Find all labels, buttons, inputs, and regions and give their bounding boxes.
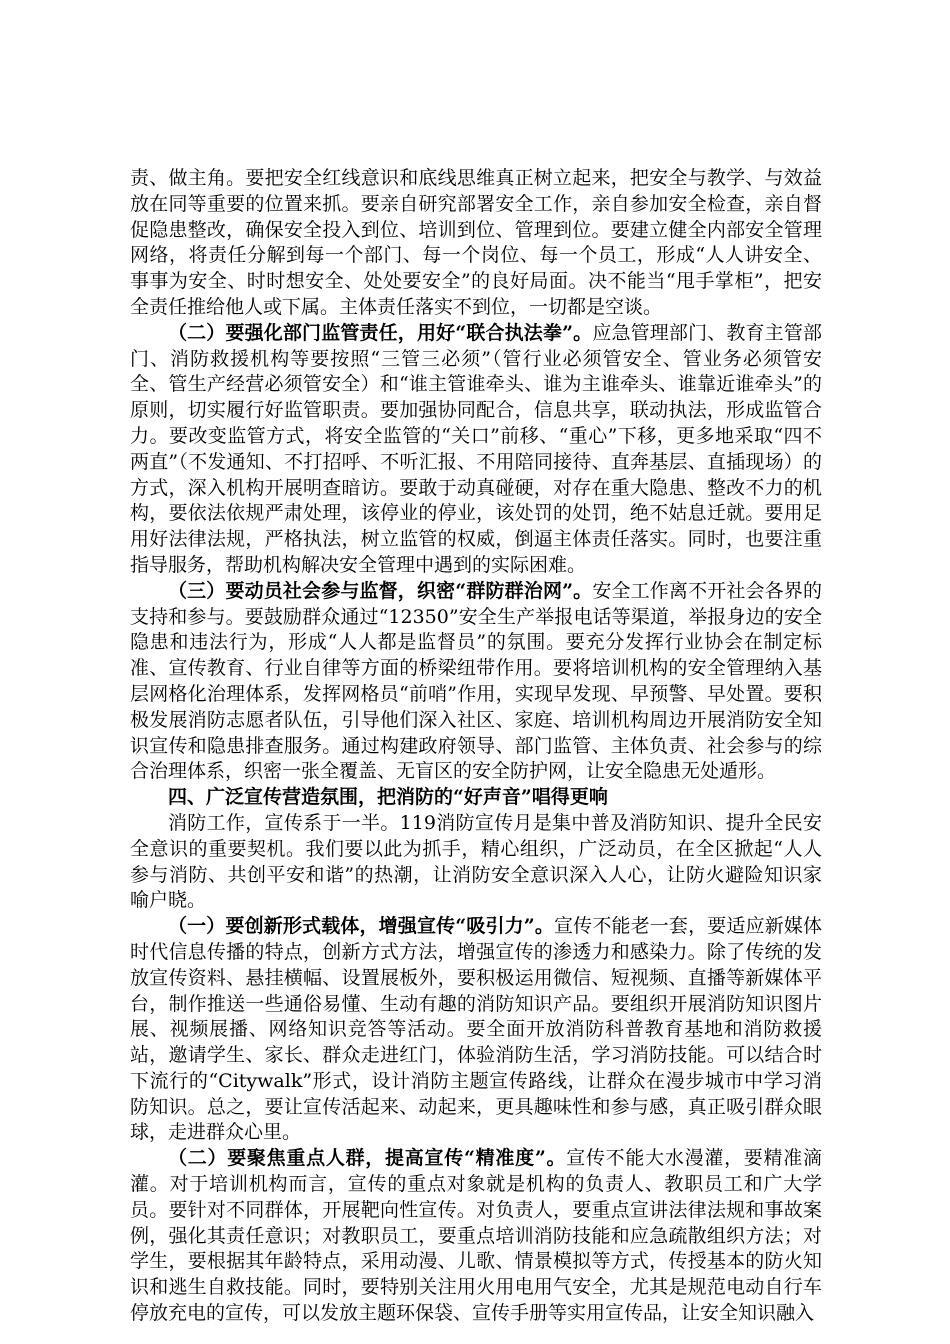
paragraph-text: 宣传不能大水漫灌，要精准滴灌。对于培训机构而言，宣传的重点对象就是机构的负责人、教职员工和广大学员。要针对不同群体，开展靶向性宣传。对负责人，要重点宣讲法律法规和事故案例，强化其责任意识；对教职员工，要重点培训消防技能和应急疏散组织方法；对学生，要根据其年龄特点，采用动漫、儿歌、情景模拟等方式，传授基本的防火知识和逃生自救技能。同时，要特别关注用火用电用气安全，尤其是规范电动自行车停放充电的宣传，可以发放主题环保袋、宣传手册等实用宣传品，让安全知识融入 [130, 1147, 822, 1325]
paragraph-intro [130, 811, 822, 914]
paragraph-text: 应急管理部门、教育主管部门、消防救援机构等要按照“三管三必须”（管行业必须管安全、管业务必须管安全、管生产经营必须管安全）和“谁主管谁牵头、谁为主谁牵头、谁靠近谁牵头”的原则，切实履行好监管职责。要加强协同配合，信息共享，联动执法，形成监管合力。要改变监管方式，将安全监管的“关口”前移、“重心”下移，更多地采取“四不两直”（不发通知、不打招呼、不听汇报、不用陪同接待、直奔基层、直插现场）的方式，深入机构开展明查暗访。要敢于动真碰硬，对存在重大隐患、整改不力的机构，要依法依规严肃处理，该停业的停业，该处罚的处罚，绝不姑息迁就。要用足用好法律法规，严格执法，树立监管的权威，倒逼主体责任落实。同时，也要注重指导服务，帮助机构解决安全管理中遇到的实际困难。 [130, 321, 822, 576]
document-page [130, 166, 822, 1327]
paragraph-text: 安全工作离不开社会各界的支持和参与。要鼓励群众通过“12350”安全生产举报电话等渠道，举报身边的安全隐患和违法行为，形成“人人都是监督员”的氛围。要充分发挥行业协会在制定标准、宣传教育、行业自律等方面的桥梁纽带作用。要将培训机构的安全管理纳入基层网格化治理体系，发挥网格员“前哨”作用，实现早发现、早预警、早处置。要积极发展消防志愿者队伍，引导他们深入社区、家庭、培训机构周边开展消防安全知识宣传和隐患排查服务。通过构建政府领导、部门监管、主体负责、社会参与的综合治理体系，织密一张全覆盖、无盲区的安全防护网，让安全隐患无处遁形。 [130, 579, 822, 783]
paragraph-subsection-1 [130, 914, 822, 1146]
paragraph-section-3 [130, 579, 822, 785]
paragraph-lead: （一）要创新形式载体，增强宣传“吸引力”。 [168, 915, 555, 938]
heading-text: 四、广泛宣传营造氛围，把消防的“好声音”唱得更响 [168, 786, 608, 809]
paragraph-text: 消防工作，宣传系于一半。119消防宣传月是集中普及消防知识、提升全民安全意识的重要契机。我们要以此为抓手，精心组织，广泛动员，在全区掀起“人人参与消防、共创平安和谐”的热潮，让消防安全意识深入人心，让防火避险知识家喻户晓。 [130, 811, 822, 912]
paragraph-text: 宣传不能老一套，要适应新媒体时代信息传播的特点，创新方式方法，增强宣传的渗透力和感染力。除了传统的发放宣传资料、悬挂横幅、设置展板外，要积极运用微信、短视频、直播等新媒体平台，制作推送一些通俗易懂、生动有趣的消防知识产品。要组织开展消防知识图片展、视频展播、网络知识竞答等活动。要全面开放消防科普教育基地和消防救援站，邀请学生、家长、群众走进红门，体验消防生活，学习消防技能。可以结合时下流行的“Citywalk”形式，设计消防主题宣传路线，让群众在漫步城市中学习消防知识。总之，要让宣传活起来、动起来，更具趣味性和参与感，真正吸引群众眼球，走进群众心里。 [130, 915, 822, 1144]
paragraph-lead: （三）要动员社会参与监督，织密“群防群治网”。 [168, 579, 593, 602]
paragraph-subsection-2 [130, 1146, 822, 1327]
paragraph-lead: （二）要强化部门监管责任，用好“联合执法拳”。 [168, 321, 593, 344]
paragraph-lead: （二）要聚焦重点人群，提高宣传“精准度”。 [168, 1147, 567, 1170]
paragraph-text: 责、做主角。要把安全红线意识和底线思维真正树立起来，把安全与教学、与效益放在同等重要的位置来抓。要亲自研究部署安全工作，亲自参加安全检查，亲自督促隐患整改，确保安全投入到位、培训到位、管理到位。要建立健全内部安全管理网络，将责任分解到每一个部门、每一个岗位、每一个员工，形成“人人讲安全、事事为安全、时时想安全、处处要安全”的良好局面。决不能当“甩手掌柜”，把安全责任推给他人或下属。主体责任落实不到位，一切都是空谈。 [130, 167, 822, 318]
section-heading [130, 785, 822, 811]
paragraph-continuation [130, 166, 822, 321]
paragraph-section-2 [130, 321, 822, 579]
